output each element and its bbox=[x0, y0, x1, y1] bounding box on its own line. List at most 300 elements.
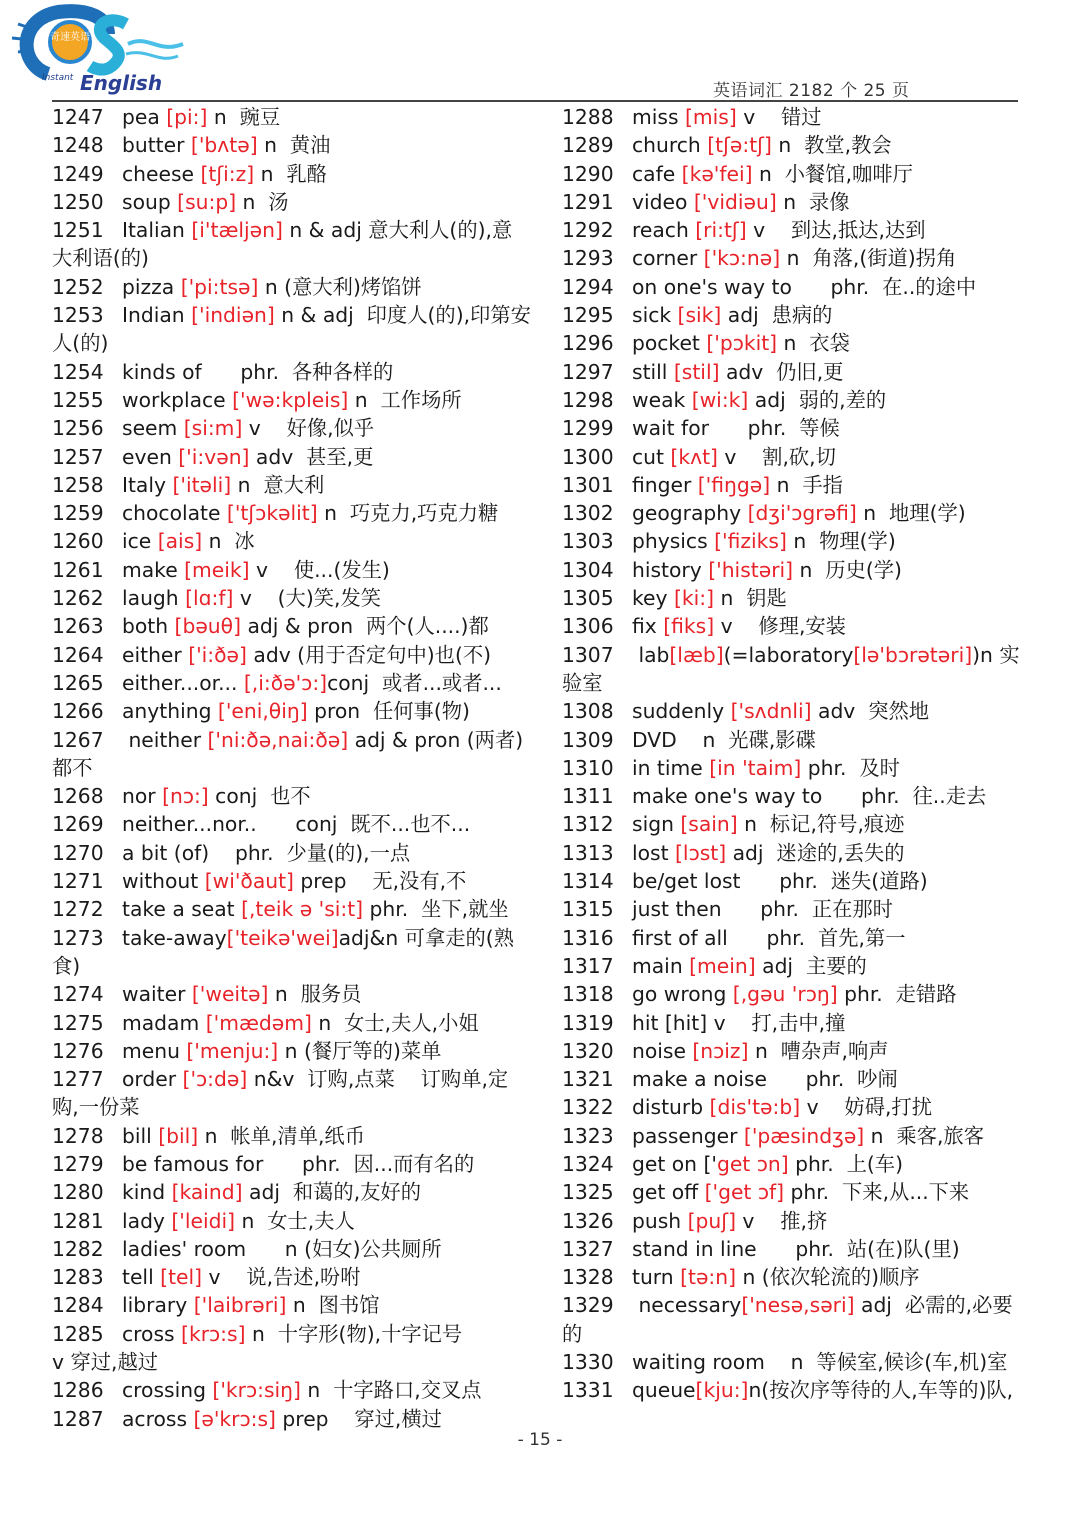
entry-number: 1322 bbox=[562, 1095, 614, 1120]
entry-word: cafe bbox=[632, 161, 682, 186]
vocab-entry bbox=[562, 1009, 1022, 1037]
entry-definition: phr. 迷失(道路) bbox=[779, 869, 928, 894]
entry-number: 1319 bbox=[562, 1010, 614, 1035]
vocab-entry bbox=[52, 641, 532, 669]
entry-word: bill bbox=[122, 1123, 159, 1148]
entry-word: library bbox=[122, 1293, 194, 1318]
vocab-entry bbox=[52, 131, 532, 159]
entry-number: 1309 bbox=[562, 727, 614, 752]
entry-phonetic: [puʃ] bbox=[687, 1208, 736, 1233]
entry-phonetic: [bəuθ] bbox=[174, 614, 241, 639]
entry-word: soup bbox=[122, 189, 178, 214]
entry-definition: n 小餐馆,咖啡厅 bbox=[752, 161, 913, 186]
entry-phonetic: ['bʌtə] bbox=[190, 133, 258, 158]
entry-word: nor bbox=[122, 784, 163, 809]
entry-number: 1298 bbox=[562, 387, 614, 412]
entry-phonetic: [bil] bbox=[158, 1123, 199, 1148]
entry-phonetic: [meik] bbox=[184, 557, 250, 582]
entry-word: kinds of bbox=[122, 359, 241, 384]
entry-number: 1259 bbox=[52, 501, 104, 526]
entry-definition: phr. 下来,从...下来 bbox=[784, 1180, 970, 1205]
entry-definition: n & adj 印度人(的),印第安人(的) bbox=[52, 303, 531, 356]
vocab-entry bbox=[562, 131, 1022, 159]
entry-definition: adj 主要的 bbox=[755, 953, 867, 978]
entry-number: 1265 bbox=[52, 670, 104, 695]
entry-phonetic: ['indiən] bbox=[191, 303, 275, 328]
entry-number: 1251 bbox=[52, 218, 104, 243]
entry-number: 1257 bbox=[52, 444, 104, 469]
vocab-entry bbox=[562, 556, 1022, 584]
entry-number: 1271 bbox=[52, 869, 104, 894]
entry-word: either...or... bbox=[122, 670, 244, 695]
entry-word: pizza bbox=[122, 274, 181, 299]
vocab-entry bbox=[562, 641, 1022, 698]
entry-word: sign bbox=[632, 812, 681, 837]
entry-definition: phr. 吵闹 bbox=[805, 1067, 898, 1092]
entry-phonetic: ['nesə,səri] bbox=[741, 1293, 855, 1318]
entry-number: 1278 bbox=[52, 1123, 104, 1148]
entry-number: 1299 bbox=[562, 416, 614, 441]
entry-word: ice bbox=[122, 529, 158, 554]
vocab-entry bbox=[52, 499, 532, 527]
entry-number: 1268 bbox=[52, 784, 104, 809]
entry-definition: n & adj 意大利人(的),意大利语(的) bbox=[52, 218, 513, 271]
entry-phonetic: [ais] bbox=[157, 529, 203, 554]
entry-number: 1287 bbox=[52, 1406, 104, 1431]
entry-word: butter bbox=[122, 133, 191, 158]
entry-definition: n (妇女)公共厕所 bbox=[284, 1236, 442, 1261]
vocab-entry bbox=[562, 584, 1022, 612]
entry-definition: n&v 订购,点菜 订购单,定购,一份菜 bbox=[52, 1067, 509, 1120]
entry-number: 1318 bbox=[562, 982, 614, 1007]
entry-definition: n 服务员 bbox=[268, 982, 362, 1007]
entry-definition: 打,击中,撞 bbox=[751, 1010, 846, 1035]
entry-definition: n 帐单,清单,纸币 bbox=[198, 1123, 365, 1148]
entry-word: disturb bbox=[632, 1095, 710, 1120]
entry-phonetic: ['leidi] bbox=[171, 1208, 236, 1233]
entry-word: pocket bbox=[632, 331, 707, 356]
entry-phonetic: [dʒi'ɔgrəfi] bbox=[747, 501, 857, 526]
entry-number: 1255 bbox=[52, 387, 104, 412]
entry-definition: adj 患病的 bbox=[721, 303, 833, 328]
entry-word: a bit (of) bbox=[122, 840, 235, 865]
entry-number: 1261 bbox=[52, 557, 104, 582]
entry-definition: n 乘客,旅客 bbox=[864, 1123, 984, 1148]
entry-number: 1258 bbox=[52, 472, 104, 497]
entry-number: 1305 bbox=[562, 586, 614, 611]
entry-number: 1288 bbox=[562, 105, 614, 129]
entry-word: necessary bbox=[632, 1293, 742, 1318]
vocab-entry bbox=[52, 1178, 532, 1206]
entry-number: 1295 bbox=[562, 303, 614, 328]
entry-phonetic: ['krɔ:siŋ] bbox=[212, 1378, 301, 1403]
entry-phonetic: ['get ɔf] bbox=[704, 1180, 785, 1205]
entry-definition: adj & pron (两者)都不 bbox=[52, 727, 524, 780]
entry-definition: adj 必需的,必要的 bbox=[562, 1293, 1013, 1346]
entry-definition: pron 任何事(物) bbox=[307, 699, 470, 724]
vocab-entry bbox=[562, 1122, 1022, 1150]
entry-definition: phr. 少量(的),一点 bbox=[234, 840, 411, 865]
entry-word: madam bbox=[122, 1010, 206, 1035]
entry-definition: n 汤 bbox=[236, 189, 289, 214]
vocab-entry bbox=[52, 414, 532, 442]
entry-word: main bbox=[632, 953, 690, 978]
vocab-entry bbox=[562, 499, 1022, 527]
vocab-entry bbox=[562, 216, 1022, 244]
entry-word: cut bbox=[632, 444, 671, 469]
entry-number: 1314 bbox=[562, 869, 614, 894]
entry-word: both bbox=[122, 614, 175, 639]
vocab-entry bbox=[52, 924, 532, 981]
entry-phonetic: [kə'fei] bbox=[681, 161, 753, 186]
entry-definition: )n 实验室 bbox=[562, 642, 1020, 695]
entry-definition: prep 无,没有,不 bbox=[293, 869, 467, 894]
entry-definition: (=laboratory bbox=[723, 642, 854, 667]
entry-definition: n (餐厅等的)菜单 bbox=[278, 1038, 442, 1063]
entry-word: neither bbox=[122, 727, 208, 752]
vocab-entry bbox=[52, 669, 532, 697]
vocab-entry bbox=[562, 1178, 1022, 1206]
vocab-entry bbox=[52, 443, 532, 471]
vocab-entry bbox=[52, 1405, 532, 1433]
entry-word: be famous for bbox=[122, 1151, 302, 1176]
entry-word: go wrong bbox=[632, 982, 733, 1007]
entry-word: finger bbox=[632, 472, 698, 497]
entry-number: 1311 bbox=[562, 784, 614, 809]
entry-number: 1308 bbox=[562, 699, 614, 724]
entry-word: without bbox=[122, 869, 205, 894]
entry-number: 1302 bbox=[562, 501, 614, 526]
entry-number: 1252 bbox=[52, 274, 104, 299]
entry-phonetic: [kju:] bbox=[695, 1378, 749, 1403]
entry-phonetic: ['menju:] bbox=[186, 1038, 279, 1063]
entry-phonetic: ['eni,θiŋ] bbox=[217, 699, 308, 724]
vocab-entry bbox=[562, 1093, 1022, 1121]
entry-number: 1325 bbox=[562, 1180, 614, 1205]
entry-word: laugh bbox=[122, 586, 186, 611]
entry-definition: adj & pron 两个(人....)都 bbox=[241, 614, 489, 639]
entry-definition: v 妨碍,打扰 bbox=[800, 1095, 932, 1120]
entry-phonetic: ['itəli] bbox=[172, 472, 232, 497]
entry-word: in time bbox=[632, 755, 710, 780]
entry-word: order bbox=[122, 1067, 183, 1092]
entry-number: 1256 bbox=[52, 416, 104, 441]
vocab-entry bbox=[562, 160, 1022, 188]
entry-word: lady bbox=[122, 1208, 172, 1233]
entry-word: Italian bbox=[122, 218, 192, 243]
entry-definition: adj 迷途的,丢失的 bbox=[726, 840, 905, 865]
entry-word: key bbox=[632, 586, 674, 611]
entry-phonetic: ['mædəm] bbox=[205, 1010, 312, 1035]
entry-word: first of all bbox=[632, 925, 767, 950]
entry-phonetic: [,gəu 'rɔŋ] bbox=[732, 982, 838, 1007]
entry-definition: n 光碟,影碟 bbox=[702, 727, 816, 752]
entry-word: weak bbox=[632, 387, 692, 412]
entry-definition: conj 或者...或者... bbox=[327, 670, 502, 695]
entry-number: 1324 bbox=[562, 1151, 614, 1176]
left-column bbox=[52, 103, 532, 1433]
entry-number: 1249 bbox=[52, 161, 104, 186]
vocabulary-header-title: 英语词汇 2182 个 25 页 bbox=[713, 81, 910, 101]
entry-definition: phr. 坐下,就坐 bbox=[363, 897, 509, 922]
entry-definition: n 乳酪 bbox=[254, 161, 327, 186]
entry-word: noise bbox=[632, 1038, 693, 1063]
vocab-entry bbox=[562, 980, 1022, 1008]
entry-phonetic: [lɑ:f] bbox=[185, 586, 234, 611]
vocab-entry bbox=[562, 839, 1022, 867]
vocab-entry bbox=[52, 471, 532, 499]
vocab-entry bbox=[52, 810, 532, 838]
vocab-entry bbox=[562, 386, 1022, 414]
entry-phonetic: ['teikə'wei] bbox=[226, 925, 339, 950]
entry-phonetic: ['pi:tsə] bbox=[180, 274, 259, 299]
entry-definition: adv 仍旧,更 bbox=[719, 359, 844, 384]
entry-number: 1326 bbox=[562, 1208, 614, 1233]
entry-word: reach bbox=[632, 218, 696, 243]
entry-definition: adj 弱的,差的 bbox=[748, 387, 887, 412]
entry-definition: n 十字形(物),十字记号 v 穿过,越过 bbox=[52, 1321, 521, 1375]
vocab-entry bbox=[52, 188, 532, 216]
entry-definition: phr. 往..走去 bbox=[860, 784, 987, 809]
entry-number: 1323 bbox=[562, 1123, 614, 1148]
vocab-entry bbox=[562, 527, 1022, 555]
entry-number: 1266 bbox=[52, 699, 104, 724]
entry-definition: adv 突然地 bbox=[811, 699, 930, 724]
entry-number: 1277 bbox=[52, 1067, 104, 1092]
entry-number: 1294 bbox=[562, 274, 614, 299]
entry-word: be/get lost bbox=[632, 869, 780, 894]
entry-number: 1286 bbox=[52, 1378, 104, 1403]
vocab-entry bbox=[52, 1009, 532, 1037]
entry-definition: prep 穿过,横过 bbox=[275, 1406, 442, 1431]
entry-definition: phr. 等候 bbox=[747, 416, 840, 441]
entry-number: 1320 bbox=[562, 1038, 614, 1063]
entry-definition: v 推,挤 bbox=[735, 1208, 828, 1233]
entry-phonetic: ['laibrəri] bbox=[193, 1293, 287, 1318]
right-column bbox=[562, 103, 1022, 1405]
entry-word: menu bbox=[122, 1038, 187, 1063]
entry-word: waiting room bbox=[632, 1350, 791, 1375]
entry-number: 1250 bbox=[52, 189, 104, 214]
entry-phonetic: [si:m] bbox=[183, 416, 243, 441]
entry-definition: n 历史(学) bbox=[793, 557, 902, 582]
entry-phonetic: ['pɔkit] bbox=[706, 331, 778, 356]
entry-number: 1253 bbox=[52, 303, 104, 328]
os-logo-icon bbox=[8, 4, 188, 96]
entry-number: 1273 bbox=[52, 925, 104, 950]
entry-phonetic: [ki:] bbox=[673, 586, 714, 611]
entry-definition: n 十字路口,交叉点 bbox=[300, 1378, 482, 1403]
entry-definition: n 意大利 bbox=[231, 472, 325, 497]
entry-number: 1270 bbox=[52, 840, 104, 865]
entry-word: seem bbox=[122, 416, 184, 441]
vocab-entry bbox=[562, 1207, 1022, 1235]
entry-definition: v 好像,似乎 bbox=[242, 416, 375, 441]
entry-phonetic: ['kɔ:nə] bbox=[703, 246, 781, 271]
entry-number: 1292 bbox=[562, 218, 614, 243]
entry-phonetic: [sain] bbox=[680, 812, 738, 837]
entry-word: lab bbox=[632, 642, 670, 667]
entry-number: 1264 bbox=[52, 642, 104, 667]
vocab-entry bbox=[562, 1150, 1022, 1178]
vocab-entry bbox=[562, 358, 1022, 386]
entry-definition: n 女士,夫人 bbox=[235, 1208, 355, 1233]
entry-word: push bbox=[632, 1208, 688, 1233]
entry-definition: v 错过 bbox=[736, 105, 822, 129]
entry-number: 1272 bbox=[52, 897, 104, 922]
entry-word: make one's way to bbox=[632, 784, 861, 809]
entry-phonetic: ['fiziks] bbox=[714, 529, 787, 554]
entry-definition: phr. 及时 bbox=[801, 755, 900, 780]
vocab-entry bbox=[52, 726, 532, 783]
entry-word: just then bbox=[632, 897, 761, 922]
entry-phonetic: [sik] bbox=[677, 303, 722, 328]
entry-phonetic: ['ɔ:də] bbox=[182, 1067, 248, 1092]
entry-definition: v 修理,安装 bbox=[714, 614, 846, 639]
entry-phonetic: ['weitə] bbox=[191, 982, 269, 1007]
entry-phonetic: [lə'bɔrətəri] bbox=[853, 642, 973, 667]
entry-phonetic: ['fiŋgə] bbox=[697, 472, 771, 497]
vocab-entry bbox=[52, 1291, 532, 1319]
entry-word: sick bbox=[632, 303, 678, 328]
entry-word: history bbox=[632, 557, 709, 582]
vocab-entry bbox=[562, 612, 1022, 640]
vocab-entry bbox=[52, 895, 532, 923]
entry-word: wait for bbox=[632, 416, 748, 441]
entry-number: 1280 bbox=[52, 1180, 104, 1205]
vocab-entry bbox=[52, 1065, 532, 1122]
entry-phonetic: [wi'ðaut] bbox=[204, 869, 294, 894]
entry-definition: phr. 各种各样的 bbox=[240, 359, 394, 384]
entry-definition: n 教堂,教会 bbox=[771, 133, 892, 158]
vocab-entry bbox=[562, 244, 1022, 272]
entry-phonetic: [ri:tʃ] bbox=[695, 218, 747, 243]
entry-number: 1307 bbox=[562, 642, 614, 667]
vocab-entry bbox=[562, 697, 1022, 725]
entry-number: 1274 bbox=[52, 982, 104, 1007]
vocab-entry bbox=[52, 782, 532, 810]
vocab-entry bbox=[52, 160, 532, 188]
entry-definition: adv 甚至,更 bbox=[249, 444, 374, 469]
entry-word: crossing bbox=[122, 1378, 213, 1403]
entry-word: pea bbox=[122, 105, 167, 129]
entry-number: 1283 bbox=[52, 1265, 104, 1290]
entry-number: 1263 bbox=[52, 614, 104, 639]
entry-word: lost bbox=[632, 840, 676, 865]
entry-phonetic: [in 'taim] bbox=[709, 755, 802, 780]
entry-definition: v 到达,抵达,达到 bbox=[746, 218, 926, 243]
entry-number: 1306 bbox=[562, 614, 614, 639]
entry-definition: n(按次序等待的人,车等的)队, bbox=[748, 1378, 1014, 1403]
entry-word: corner bbox=[632, 246, 704, 271]
entry-word: ladies' room bbox=[122, 1236, 285, 1261]
entry-phonetic: ['ni:ðə,nai:ðə] bbox=[207, 727, 349, 752]
entry-word: make a noise bbox=[632, 1067, 806, 1092]
entry-definition: n 录像 bbox=[776, 189, 850, 214]
entry-number: 1284 bbox=[52, 1293, 104, 1318]
vocab-entry bbox=[52, 612, 532, 640]
entry-phonetic: [tə:n] bbox=[680, 1265, 737, 1290]
entry-definition: phr. 首先,第一 bbox=[766, 925, 906, 950]
entry-definition: v 说,告述,吩咐 bbox=[202, 1265, 361, 1290]
entry-word: neither...nor.. bbox=[122, 812, 296, 837]
vocab-entry bbox=[52, 1235, 532, 1263]
entry-phonetic: [tʃi:z] bbox=[200, 161, 255, 186]
entry-number: 1285 bbox=[52, 1321, 104, 1346]
vocab-entry bbox=[52, 301, 532, 358]
vocab-entry bbox=[562, 1291, 1022, 1348]
entry-definition: n 豌豆 bbox=[207, 105, 281, 129]
vocab-entry bbox=[562, 329, 1022, 357]
entry-number: 1317 bbox=[562, 953, 614, 978]
entry-word: suddenly bbox=[632, 699, 731, 724]
entry-definition: phr. 在..的途中 bbox=[830, 274, 977, 299]
entry-phonetic: ['tʃɔkəlit] bbox=[226, 501, 318, 526]
entry-word: kind bbox=[122, 1180, 172, 1205]
vocab-entry bbox=[52, 980, 532, 1008]
entry-phonetic: [nɔiz] bbox=[692, 1038, 749, 1063]
vocab-entry bbox=[562, 924, 1022, 952]
entry-definition: n 冰 bbox=[202, 529, 255, 554]
vocab-entry bbox=[52, 216, 532, 273]
entry-phonetic: [,i:ðə'ɔ:] bbox=[243, 670, 328, 695]
entry-phonetic: [i'tæljən] bbox=[191, 218, 283, 243]
entry-word: cross bbox=[122, 1321, 182, 1346]
entry-word: across bbox=[122, 1406, 194, 1431]
entry-phonetic: [tʃə:tʃ] bbox=[707, 133, 772, 158]
entry-word: DVD bbox=[632, 727, 703, 752]
entry-number: 1281 bbox=[52, 1208, 104, 1233]
entry-word: even bbox=[122, 444, 179, 469]
vocab-entry bbox=[52, 697, 532, 725]
entry-word: queue bbox=[632, 1378, 696, 1403]
entry-number: 1330 bbox=[562, 1350, 614, 1375]
entry-word: chocolate bbox=[122, 501, 227, 526]
entry-word: on one's way to bbox=[632, 274, 831, 299]
entry-phonetic: [pi:] bbox=[166, 105, 208, 129]
entry-word: stand in line bbox=[632, 1236, 796, 1261]
entry-definition: n 黄油 bbox=[257, 133, 331, 158]
entry-word: get off bbox=[632, 1180, 705, 1205]
entry-number: 1282 bbox=[52, 1236, 104, 1261]
entry-number: 1327 bbox=[562, 1236, 614, 1261]
entry-number: 1312 bbox=[562, 812, 614, 837]
svg-text:English: English bbox=[80, 71, 163, 95]
vocab-entry bbox=[562, 188, 1022, 216]
vocab-entry bbox=[562, 726, 1022, 754]
vocab-entry bbox=[52, 527, 532, 555]
entry-number: 1275 bbox=[52, 1010, 104, 1035]
entry-definition: n 钥匙 bbox=[714, 586, 787, 611]
entry-word: Italy bbox=[122, 472, 173, 497]
entry-number: 1276 bbox=[52, 1038, 104, 1063]
entry-phonetic: ['histəri] bbox=[708, 557, 794, 582]
vocab-entry bbox=[562, 895, 1022, 923]
entry-number: 1291 bbox=[562, 189, 614, 214]
vocab-entry bbox=[562, 471, 1022, 499]
entry-phonetic: [mis] bbox=[684, 105, 737, 129]
vocab-entry bbox=[52, 1122, 532, 1150]
vocab-entry bbox=[562, 1348, 1022, 1376]
entry-phonetic: [fiks] bbox=[663, 614, 715, 639]
entry-phonetic: ['pæsindʒə] bbox=[743, 1123, 865, 1148]
entry-definition: phr. 上(车) bbox=[788, 1151, 904, 1176]
vocab-entry bbox=[562, 1235, 1022, 1263]
entry-number: 1297 bbox=[562, 359, 614, 384]
entry-word: church bbox=[632, 133, 708, 158]
entry-number: 1316 bbox=[562, 925, 614, 950]
entry-phonetic: [nɔ:] bbox=[162, 784, 209, 809]
